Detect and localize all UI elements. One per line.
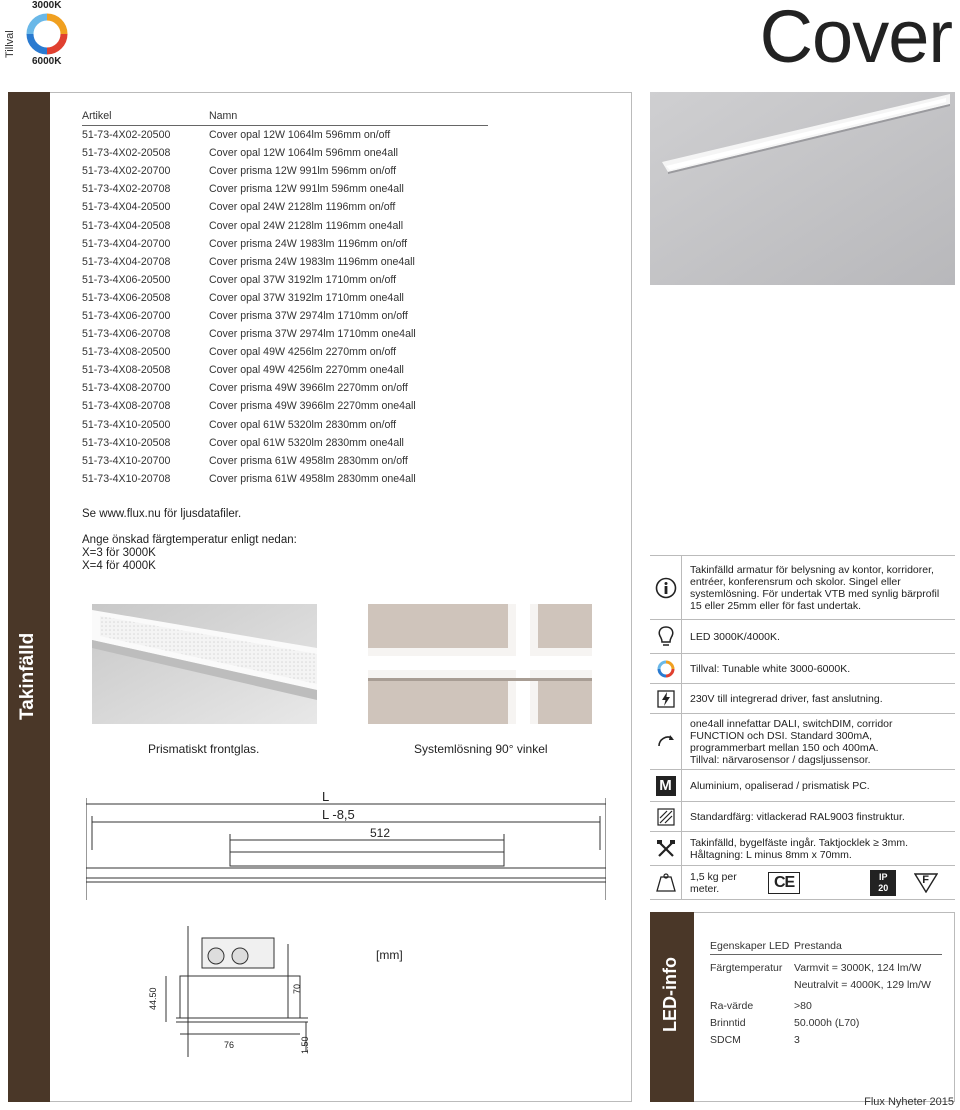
led-property [710,977,794,994]
ip-value: 20 [878,882,889,893]
lightning-icon [650,684,682,713]
led-value: >80 [794,1000,812,1012]
color-wheel-icon [24,13,70,55]
table-row [82,235,488,253]
mounting-line: Takinfälld, bygelfäste ingår. Taktjocklek ≥ 3mm. [690,837,909,849]
led-info-row [710,1032,942,1049]
control-line: programmerbart mellan 150 och 400mA. [690,742,879,754]
weight-icon [650,866,682,899]
dim-150: 1.50 [300,1036,310,1054]
article-name: Cover prisma 49W 3966lm 2270mm one4all [209,400,416,413]
article-name: Cover opal 12W 1064lm 596mm one4all [209,147,399,160]
category-sidebar [8,92,50,1102]
description-line: 15 eller 25mm eller för fast undertak. [690,600,861,612]
article-name: Cover prisma 24W 1983lm 1196mm on/off [209,237,408,250]
table-row [82,253,488,271]
table-row [82,416,488,434]
table-row [82,325,488,343]
led-info-sidebar [650,912,694,1102]
description-line: systemlösning. För undertak VTB med synlig bärprofil [690,588,940,600]
article-name: Cover prisma 37W 2974lm 1710mm one4all [209,328,416,341]
article-name: Cover opal 61W 5320lm 2830mm on/off [209,418,397,431]
table-body [82,126,488,488]
article-name: Cover prisma 49W 3966lm 2270mm on/off [209,382,408,395]
feature-row-color [650,802,955,832]
control-line: FUNCTION och DSI. Standard 300mA, [690,730,873,742]
led-property: Färgtemperatur [710,962,783,974]
material-text: Aluminium, opaliserad / prismatisk PC. [690,780,870,792]
article-name: Cover prisma 61W 4958lm 2830mm on/off [209,454,408,467]
paint-icon [650,802,682,831]
article-number: 51-73-4X10-20500 [82,418,171,431]
dim-512: 512 [370,826,391,840]
weight-line: meter. [690,883,720,895]
table-row [82,126,488,144]
weight-line: 1,5 kg per [690,871,737,883]
led-text: LED 3000K/4000K. [690,631,780,643]
article-number: 51-73-4X10-20508 [82,436,171,449]
cross-section-drawing [140,922,340,1057]
article-number: 51-73-4X04-20708 [82,255,171,268]
article-number: 51-73-4X06-20700 [82,309,171,322]
article-number: 51-73-4X04-20700 [82,237,171,250]
led-value: 3 [794,1034,800,1046]
ip-rating-badge [870,870,896,896]
table-row [82,180,488,198]
table-row [82,452,488,470]
description-line: entréer, konferensrum och skolor. Singel eller [690,576,901,588]
article-name: Cover opal 24W 2128lm 1196mm one4all [209,219,404,232]
article-number: 51-73-4X02-20700 [82,165,171,178]
article-number: 51-73-4X02-20708 [82,183,171,196]
photo1-caption: Prismatiskt frontglas. [148,742,260,756]
table-row [82,162,488,180]
table-row [82,343,488,361]
col-article-header: Artikel [82,110,112,122]
ip-label: IP [878,871,888,882]
article-name: Cover opal 61W 5320lm 2830mm one4all [209,436,404,449]
dim-L85: L -8,5 [322,807,355,822]
article-name: Cover opal 49W 4256lm 2270mm on/off [209,346,397,359]
led-property: Ra-värde [710,1000,754,1012]
tunable-bottom-label: 6000K [32,56,62,67]
side-view-drawing [86,790,606,902]
tools-icon [650,832,682,865]
f-mark-icon [914,873,938,893]
description-line: Takinfälld armatur för belysning av kontor, korridorer, [690,564,934,576]
feature-row-led [650,620,955,654]
article-name: Cover prisma 37W 2974lm 1710mm on/off [209,309,408,322]
article-name: Cover prisma 61W 4958lm 2830mm one4all [209,472,416,485]
article-name: Cover opal 24W 2128lm 1196mm on/off [209,201,396,214]
led-info-row [710,998,942,1015]
article-number: 51-73-4X04-20500 [82,201,171,214]
article-name: Cover opal 37W 3192lm 1710mm one4all [209,291,404,304]
f-mark-letter: F [922,873,929,886]
ce-mark-icon: CE [768,872,800,894]
tillval-label: Tillval [4,30,16,58]
color-text: Standardfärg: vitlackerad RAL9003 finstruktur. [690,811,905,823]
table-row [82,307,488,325]
feature-row-mounting [650,832,955,866]
table-row [82,271,488,289]
corner-system-photo [368,604,592,724]
article-number: 51-73-4X08-20508 [82,364,171,377]
table-row [82,397,488,415]
material-letter: M [656,776,676,796]
article-name: Cover prisma 12W 991lm 596mm on/off [209,165,397,178]
table-row [82,379,488,397]
dim-L: L [322,790,330,804]
dim-76: 76 [224,1040,235,1050]
color-temp-line: X=4 för 4000K [82,560,156,572]
table-row [82,434,488,452]
table-row [82,216,488,234]
driver-text: 230V till integrerad driver, fast anslutning. [690,693,883,705]
article-number: 51-73-4X08-20708 [82,400,171,413]
article-number: 51-73-4X08-20700 [82,382,171,395]
mounting-line: Håltagning: L minus 8mm x 70mm. [690,849,852,861]
info-icon [650,556,682,619]
tunable-white-icon [650,654,682,683]
article-name: Cover prisma 12W 991lm 596mm one4all [209,183,404,196]
product-title: Cover [759,0,952,78]
article-number: 51-73-4X02-20500 [82,129,171,142]
article-name: Cover prisma 24W 1983lm 1196mm one4all [209,255,415,268]
feature-row-driver [650,684,955,714]
article-name: Cover opal 12W 1064lm 596mm on/off [209,129,391,142]
material-icon [650,770,682,801]
tunable-top-label: 3000K [32,0,62,11]
article-number: 51-73-4X02-20508 [82,147,171,160]
led-col1-header: Egenskaper LED [710,940,790,952]
led-property: SDCM [710,1034,741,1046]
color-temp-note [82,534,297,573]
led-value: Neutralvit = 4000K, 129 lm/W [794,979,931,991]
led-info-row [710,977,942,994]
led-value: Varmvit = 3000K, 124 lm/W [794,962,922,974]
article-number: 51-73-4X10-20700 [82,454,171,467]
tunable-white-badge [20,0,80,68]
article-number: 51-73-4X08-20500 [82,346,171,359]
dim-4450: 44.50 [148,987,158,1010]
table-row [82,361,488,379]
table-row [82,198,488,216]
prismatic-photo [92,604,317,724]
led-info-body [710,955,942,1049]
table-row [82,470,488,488]
article-number: 51-73-4X06-20500 [82,273,171,286]
feature-row-material [650,770,955,802]
led-property: Brinntid [710,1017,746,1029]
bulb-icon [650,620,682,653]
tunable-text: Tillval: Tunable white 3000-6000K. [690,663,851,675]
led-col2-header: Prestanda [794,940,842,952]
dimming-icon [650,714,682,769]
led-info-title: LED-info [660,957,680,1032]
article-name: Cover opal 37W 3192lm 1710mm on/off [209,273,397,286]
led-info-header [710,940,942,955]
category-title: Takinfälld [17,632,38,720]
article-name: Cover opal 49W 4256lm 2270mm one4all [209,364,404,377]
lightdata-link-note: Se www.flux.nu för ljusdatafiler. [82,508,242,520]
led-info-row [710,1015,942,1032]
control-line: Tillval: närvarosensor / dagsljussensor. [690,754,871,766]
feature-row-control [650,714,955,770]
color-temp-line: X=3 för 3000K [82,547,156,559]
control-line: one4all innefattar DALI, switchDIM, corridor [690,718,893,730]
footer-text: Flux Nyheter 2015 [864,1096,954,1108]
article-number: 51-73-4X10-20708 [82,472,171,485]
article-table [82,110,488,488]
feature-table [650,555,955,900]
product-photo [650,92,955,285]
table-header [82,110,488,126]
unit-label: [mm] [376,948,403,962]
article-number: 51-73-4X06-20708 [82,328,171,341]
article-number: 51-73-4X06-20508 [82,291,171,304]
photo2-caption: Systemlösning 90° vinkel [414,742,548,756]
led-value: 50.000h (L70) [794,1017,860,1029]
feature-row-weight [650,866,955,900]
feature-row-tunable [650,654,955,684]
table-row [82,289,488,307]
table-row [82,144,488,162]
color-temp-line: Ange önskad färgtemperatur enligt nedan: [82,534,297,546]
dim-70: 70 [292,983,302,994]
feature-row-description [650,556,955,620]
article-number: 51-73-4X04-20508 [82,219,171,232]
led-info-row [710,960,942,977]
col-name-header: Namn [209,110,238,122]
led-info-table [710,940,942,1049]
